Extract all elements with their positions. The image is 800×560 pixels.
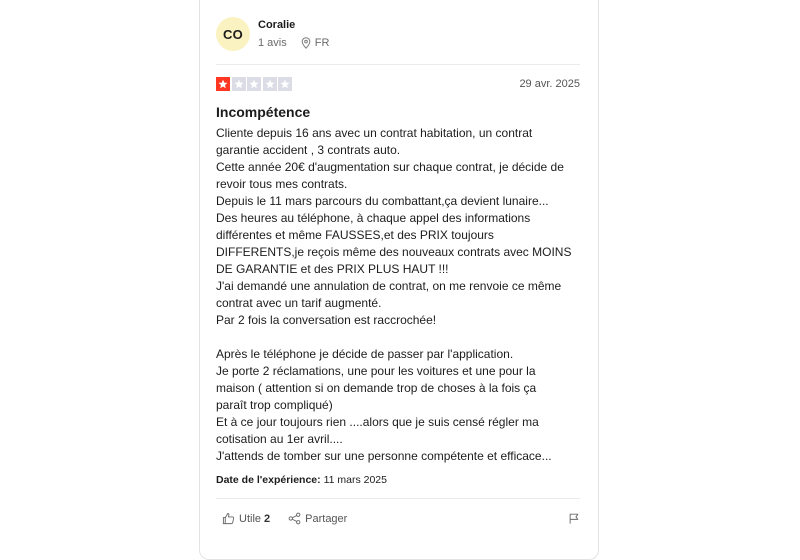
reviewer-country: FR — [314, 37, 330, 49]
review-date: 29 avr. 2025 — [519, 78, 580, 90]
report-flag-button[interactable] — [568, 512, 580, 530]
experience-date-value: 11 mars 2025 — [323, 474, 387, 486]
share-button[interactable] — [288, 512, 347, 525]
review-body-line: J'ai demandé une annulation de contrat, on me renvoie ce même — [216, 279, 562, 293]
review-body-line: Et à ce jour toujours rien ....alors que je suis censé régler ma — [216, 415, 539, 429]
useful-count: 2 — [264, 512, 271, 525]
useful-button[interactable] — [222, 512, 270, 525]
review-body-line: Cliente depuis 16 ans avec un contrat habitation, un contrat — [216, 126, 533, 140]
review-body-line: garantie accident , 3 contrats auto. — [216, 143, 401, 157]
review-body-line: cotisation au 1er avril.... — [216, 432, 343, 446]
star-empty-icon — [232, 77, 246, 91]
experience-date-label: Date de l'expérience: — [216, 474, 321, 486]
divider — [216, 64, 580, 65]
reviewer-info — [258, 19, 329, 49]
star-empty-icon — [263, 77, 277, 91]
review-body — [216, 125, 582, 465]
experience-date — [216, 474, 387, 486]
star-empty-icon — [247, 77, 261, 91]
review-body-line: revoir tous mes contrats. — [216, 177, 348, 191]
review-body-line: Cette année 20€ d'augmentation sur chaque contrat, je décide de — [216, 160, 564, 174]
share-label: Partager — [305, 512, 348, 525]
review-body-line: DE GARANTIE et des PRIX PLUS HAUT !!! — [216, 262, 449, 276]
location-pin-icon — [301, 37, 311, 49]
avatar[interactable]: CO — [216, 17, 250, 51]
flag-icon — [568, 512, 580, 525]
review-title[interactable]: Incompétence — [216, 104, 311, 120]
reviewer-name[interactable]: Coralie — [258, 19, 296, 31]
divider — [216, 498, 580, 499]
star-filled-icon — [216, 77, 230, 91]
useful-label: Utile — [239, 512, 262, 525]
review-body-line: Je porte 2 réclamations, une pour les voitures et une pour la — [216, 364, 536, 378]
review-body-line: maison ( attention si on demande trop de choses à la fois ça — [216, 381, 537, 395]
reviewer-header — [216, 17, 329, 51]
review-body-line: DIFFERENTS,je reçois même des nouveaux contrats avec MOINS — [216, 245, 572, 259]
review-body-line: paraît trop compliqué) — [216, 398, 333, 412]
review-body-line: Depuis le 11 mars parcours du combattant,ça devient lunaire... — [216, 194, 549, 208]
thumbs-up-icon — [222, 512, 235, 525]
review-body-line: J'attends de tomber sur une personne compétente et efficace... — [216, 449, 552, 463]
reviewer-meta — [258, 37, 329, 49]
review-actions — [222, 512, 347, 525]
review-body-line: Des heures au téléphone, à chaque appel des informations — [216, 211, 531, 225]
review-body-line: contrat avec un tarif augmenté. — [216, 296, 382, 310]
reviews-count: 1 avis — [258, 37, 287, 49]
review-body-line: Par 2 fois la conversation est raccrochée! — [216, 313, 437, 327]
share-icon — [288, 512, 301, 525]
star-rating — [216, 77, 292, 91]
star-empty-icon — [278, 77, 292, 91]
review-body-line: différentes et même FAUSSES,et des PRIX toujours — [216, 228, 494, 242]
review-card — [199, 0, 599, 560]
review-body-line — [216, 329, 582, 346]
review-body-line: Après le téléphone je décide de passer par l'application. — [216, 347, 514, 361]
